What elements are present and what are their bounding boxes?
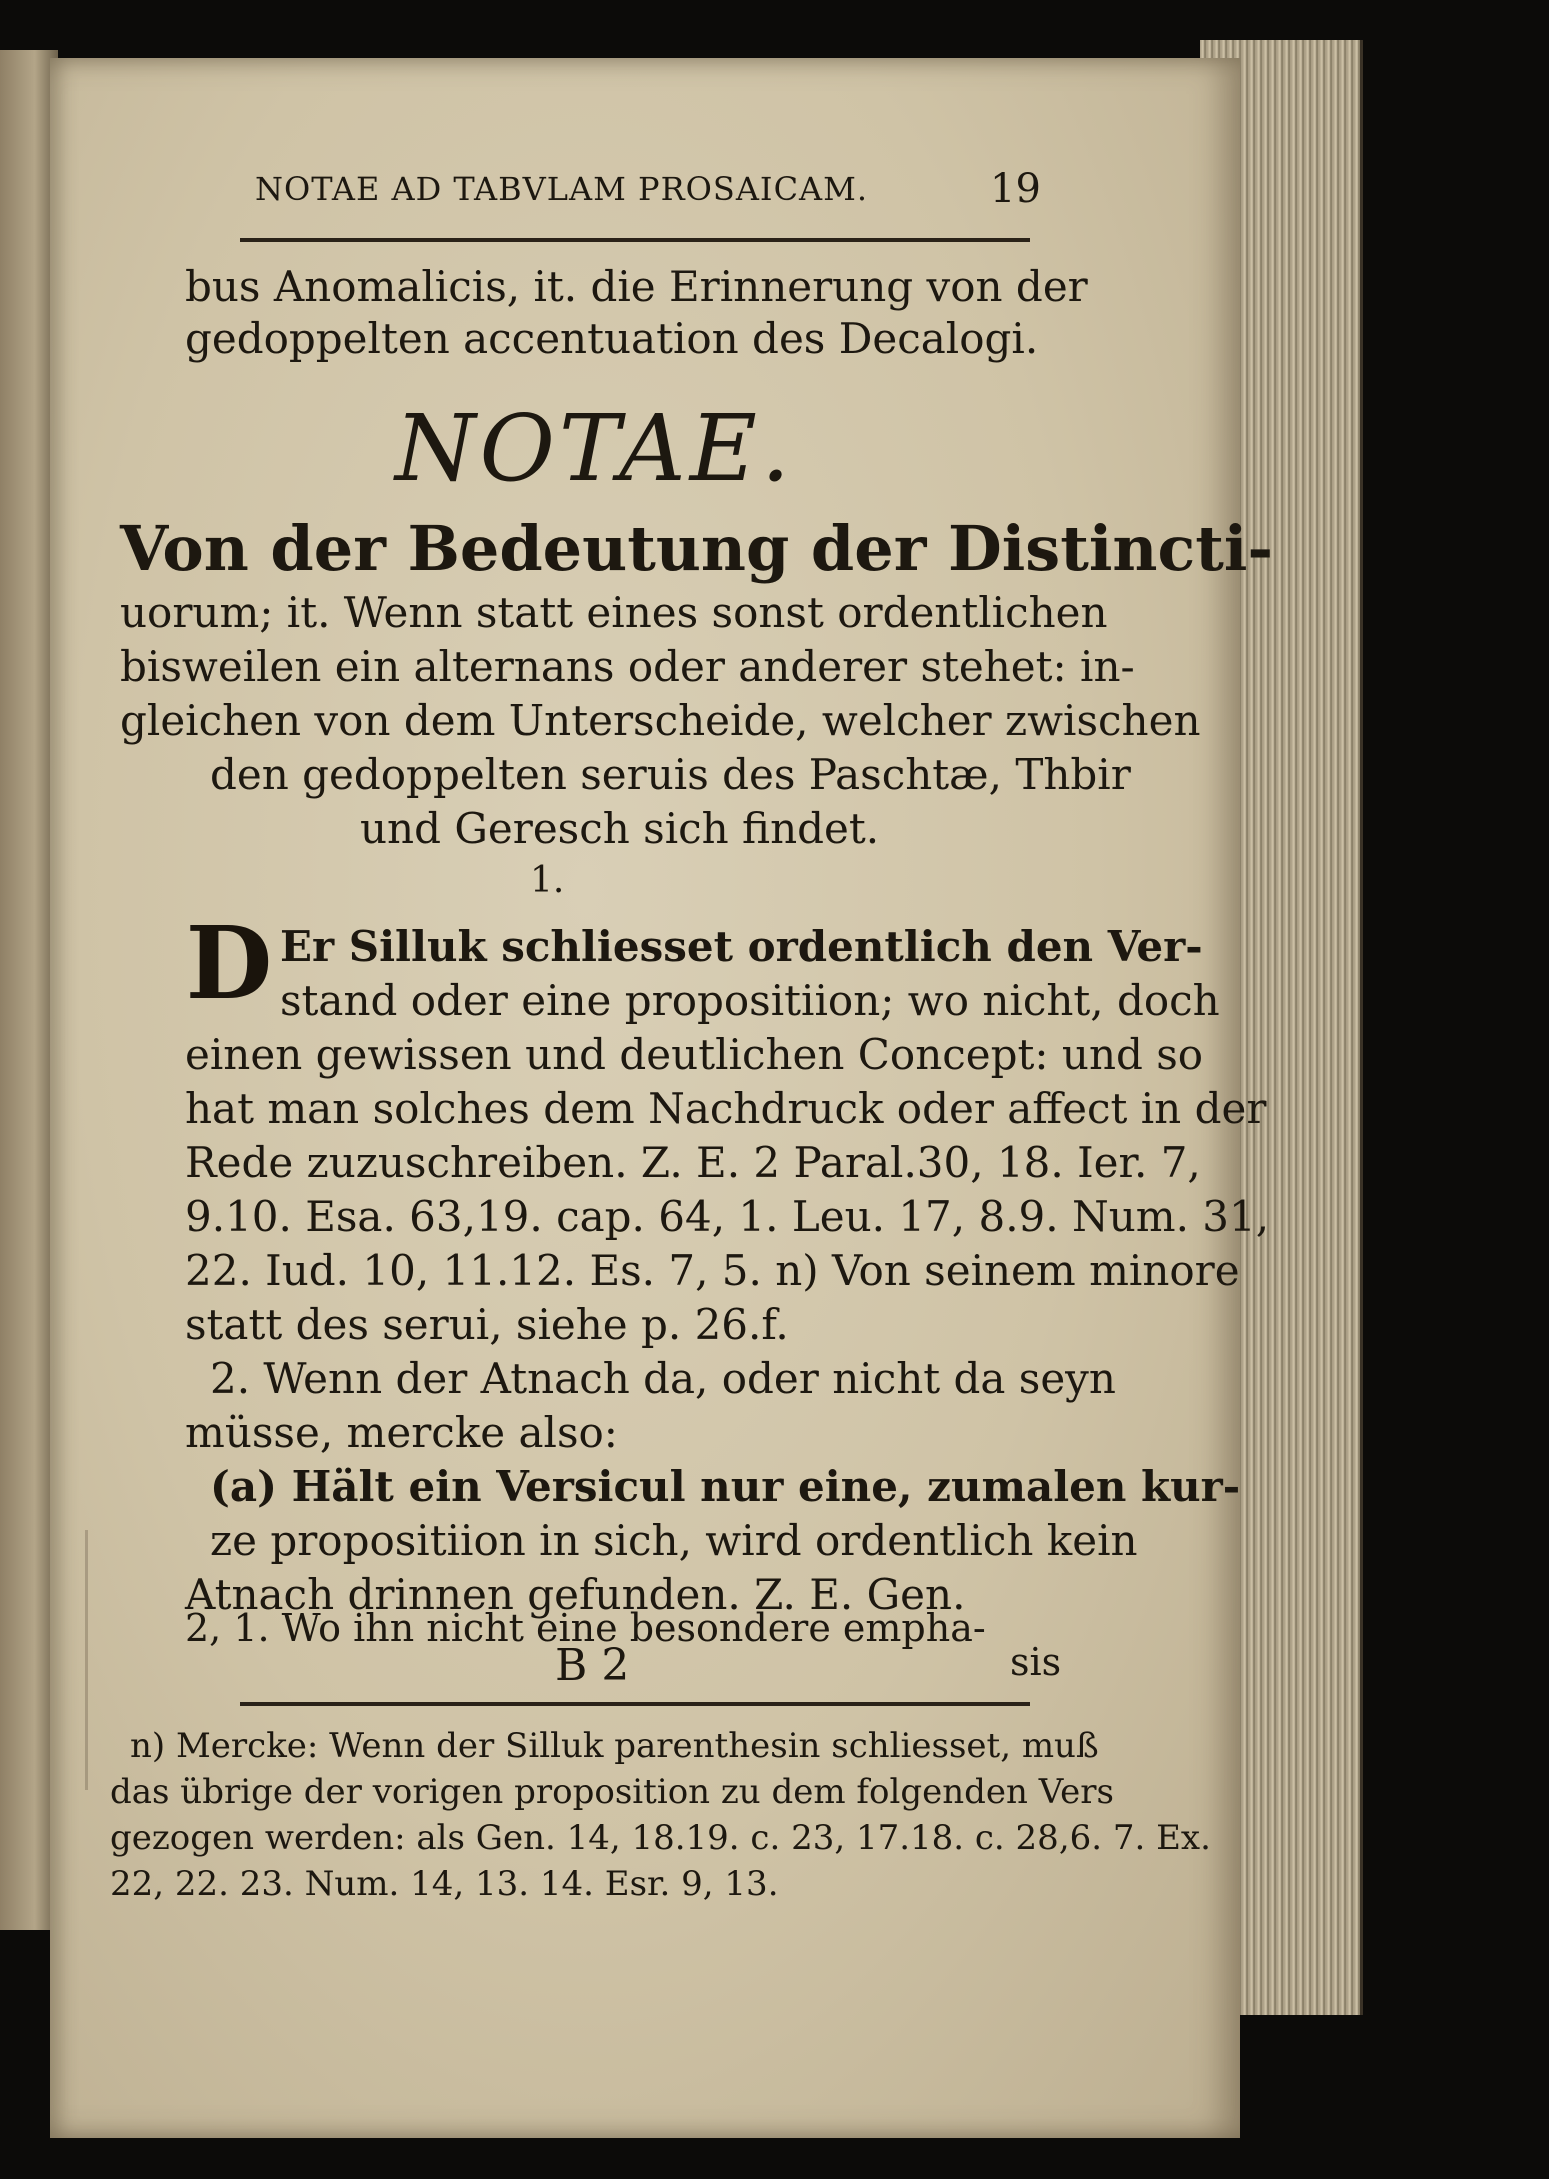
heading-line: Von der Bedeutung der Distincti- [120, 512, 1274, 585]
body-line: Rede zuzuschreiben. Z. E. 2 Paral.30, 18. Ier. 7, [185, 1138, 1201, 1187]
heading-line: und Geresch sich findet. [360, 804, 880, 853]
body-line: Atnach drinnen gefunden. Z. E. Gen. [185, 1570, 966, 1619]
heading-line: gleichen von dem Unterscheide, welcher zwischen [120, 696, 1201, 745]
body-line: stand oder eine propositiion; wo nicht, doch [280, 976, 1220, 1025]
body-line: müsse, mercke also: [185, 1408, 618, 1457]
page-number: 19 [990, 166, 1041, 212]
body-line: 9.10. Esa. 63,19. cap. 64, 1. Leu. 17, 8.9. Num. 31, [185, 1192, 1270, 1241]
footnote-rule [240, 1702, 1030, 1706]
drop-cap-initial: D [185, 904, 273, 1022]
footnote-line: gezogen werden: als Gen. 14, 18.19. c. 23, 17.18. c. 28,6. 7. Ex. [110, 1818, 1211, 1858]
heading-line: uorum; it. Wenn statt eines sonst ordentlichen [120, 588, 1108, 637]
header-rule [240, 238, 1030, 242]
catchword: sis [1010, 1640, 1062, 1684]
intro-line: gedoppelten accentuation des Decalogi. [185, 314, 1039, 363]
footnote-line: 22, 22. 23. Num. 14, 13. 14. Esr. 9, 13. [110, 1864, 779, 1904]
heading-line: den gedoppelten seruis des Paschtæ, Thbir [210, 750, 1131, 799]
signature-mark: B 2 [555, 1640, 630, 1691]
body-line: statt des serui, siehe p. 26.f. [185, 1300, 789, 1349]
body-line: 2. Wenn der Atnach da, oder nicht da seyn [210, 1354, 1116, 1403]
heading-line: bisweilen ein alternans oder anderer stehet: in- [120, 642, 1135, 691]
body-line: Er Silluk schliesset ordentlich den Ver- [280, 922, 1203, 971]
body-line: (a) Hält ein Versicul nur eine, zumalen kur- [210, 1462, 1241, 1511]
body-line: 2, 1. Wo ihn nicht eine besondere empha- [185, 1606, 986, 1650]
body-line: einen gewissen und deutlichen Concept: und so [185, 1030, 1204, 1079]
intro-line: bus Anomalicis, it. die Erinnerung von der [185, 262, 1088, 311]
body-line: 22. Iud. 10, 11.12. Es. 7, 5. n) Von seinem minore [185, 1246, 1240, 1295]
body-line: hat man solches dem Nachdruck oder affect in der [185, 1084, 1267, 1133]
section-title: NOTAE. [395, 395, 795, 502]
running-title: NOTAE AD TABVLAM PROSAICAM. [255, 170, 869, 208]
footnote-line: n) Mercke: Wenn der Silluk parenthesin schliesset, muß [130, 1726, 1099, 1766]
section-number: 1. [530, 860, 565, 901]
margin-stain [85, 1530, 88, 1790]
footnote-line: das übrige der vorigen proposition zu dem folgenden Vers [110, 1772, 1114, 1812]
body-line: ze propositiion in sich, wird ordentlich kein [210, 1516, 1138, 1565]
